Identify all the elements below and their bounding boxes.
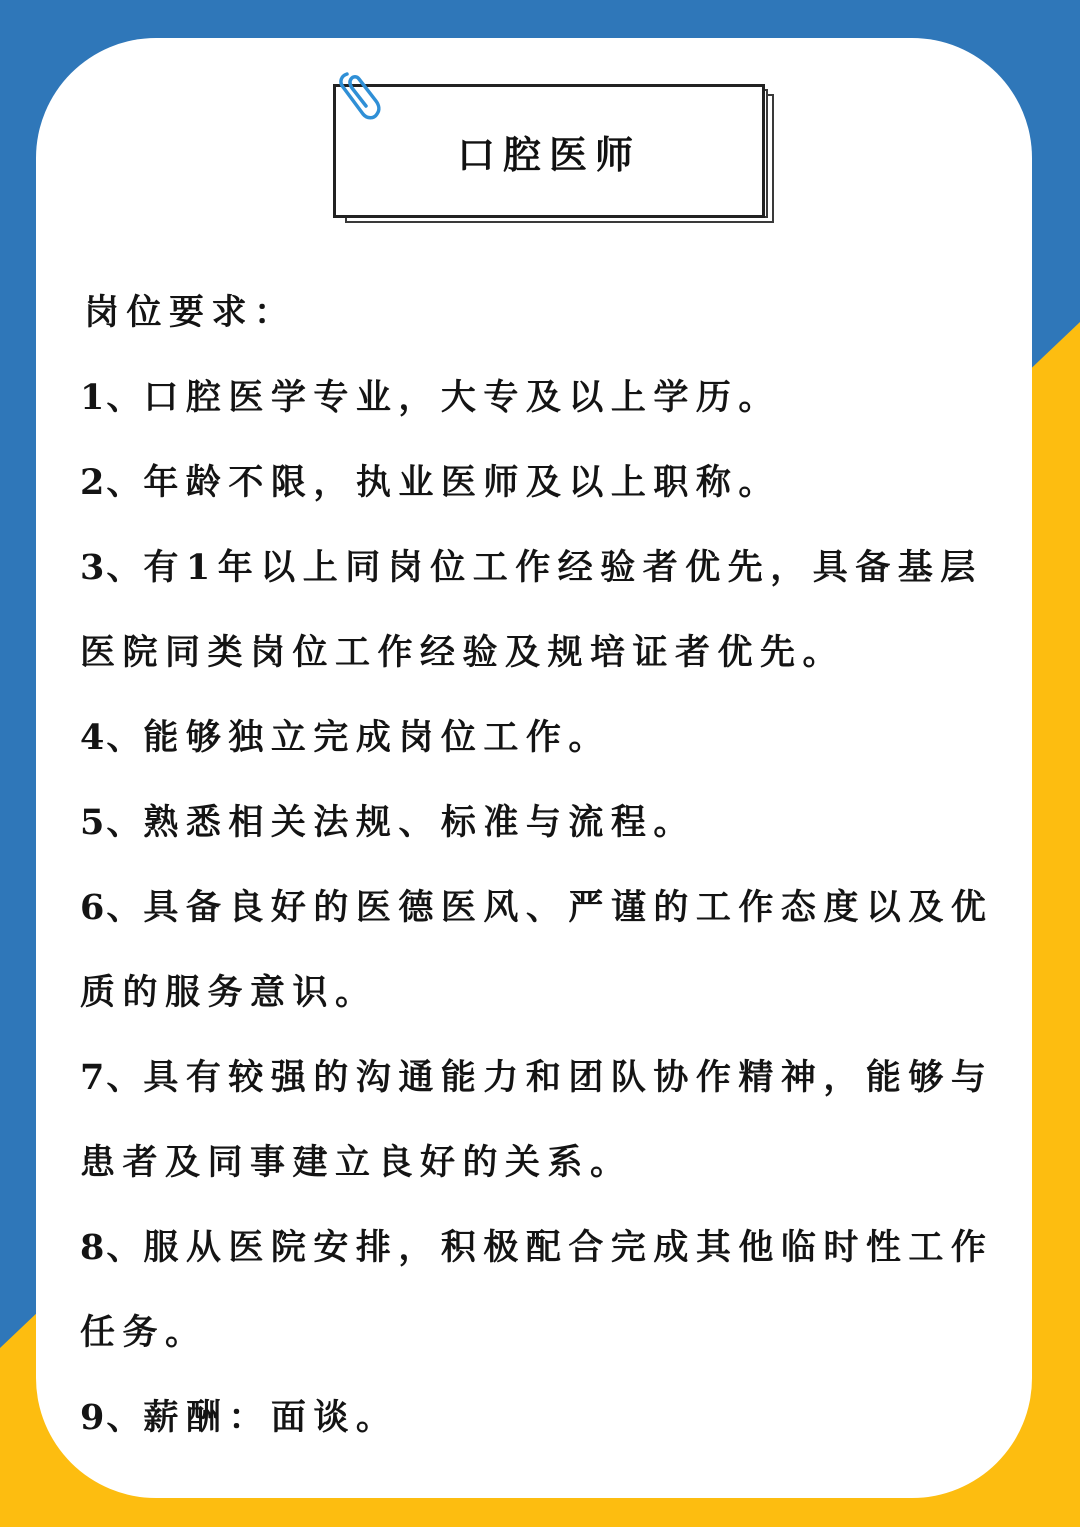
requirement-number: 2、 (80, 462, 144, 503)
requirement-item (80, 695, 1010, 780)
requirement-number: 4、 (80, 717, 144, 758)
requirement-number: 5、 (80, 802, 144, 843)
requirement-number: 1、 (80, 377, 144, 418)
section-heading: 岗位要求： (84, 292, 297, 333)
requirement-item (80, 525, 1010, 695)
requirement-item (80, 1035, 1010, 1205)
requirement-item (80, 780, 1010, 865)
requirement-number: 8、 (80, 1227, 144, 1268)
requirement-text: 能够独立完成岗位工作。 (143, 717, 611, 758)
requirement-text: 薪酬：面谈。 (143, 1397, 399, 1438)
requirement-text: 具有较强的沟通能力和团队协作精神，能够与患者及同事建立良好的关系。 (80, 1057, 994, 1183)
requirement-item (80, 1375, 1010, 1460)
requirement-item (80, 1205, 1010, 1375)
title-box (333, 84, 765, 218)
requirement-text: 有1年以上同岗位工作经验者优先，具备基层医院同类岗位工作经验及规培证者优先。 (80, 547, 983, 673)
requirement-text: 口腔医学专业，大专及以上学历。 (143, 377, 781, 418)
page-title: 口腔医师 (456, 131, 641, 177)
requirement-number: 7、 (80, 1057, 144, 1098)
requirement-item (80, 865, 1010, 1035)
requirement-text: 熟悉相关法规、标准与流程。 (143, 802, 696, 843)
requirement-number: 6、 (80, 887, 144, 928)
paperclip-icon (333, 66, 385, 126)
requirement-item (80, 440, 1010, 525)
requirement-item (80, 355, 1010, 440)
requirement-number: 9、 (80, 1397, 144, 1438)
requirement-text: 服从医院安排，积极配合完成其他临时性工作任务。 (80, 1227, 994, 1353)
requirement-number: 3、 (80, 547, 144, 588)
title-card (333, 84, 776, 225)
requirement-text: 年龄不限，执业医师及以上职称。 (143, 462, 781, 503)
requirement-text: 具备良好的医德医风、严谨的工作态度以及优质的服务意识。 (80, 887, 994, 1013)
job-requirements (80, 270, 1010, 1460)
